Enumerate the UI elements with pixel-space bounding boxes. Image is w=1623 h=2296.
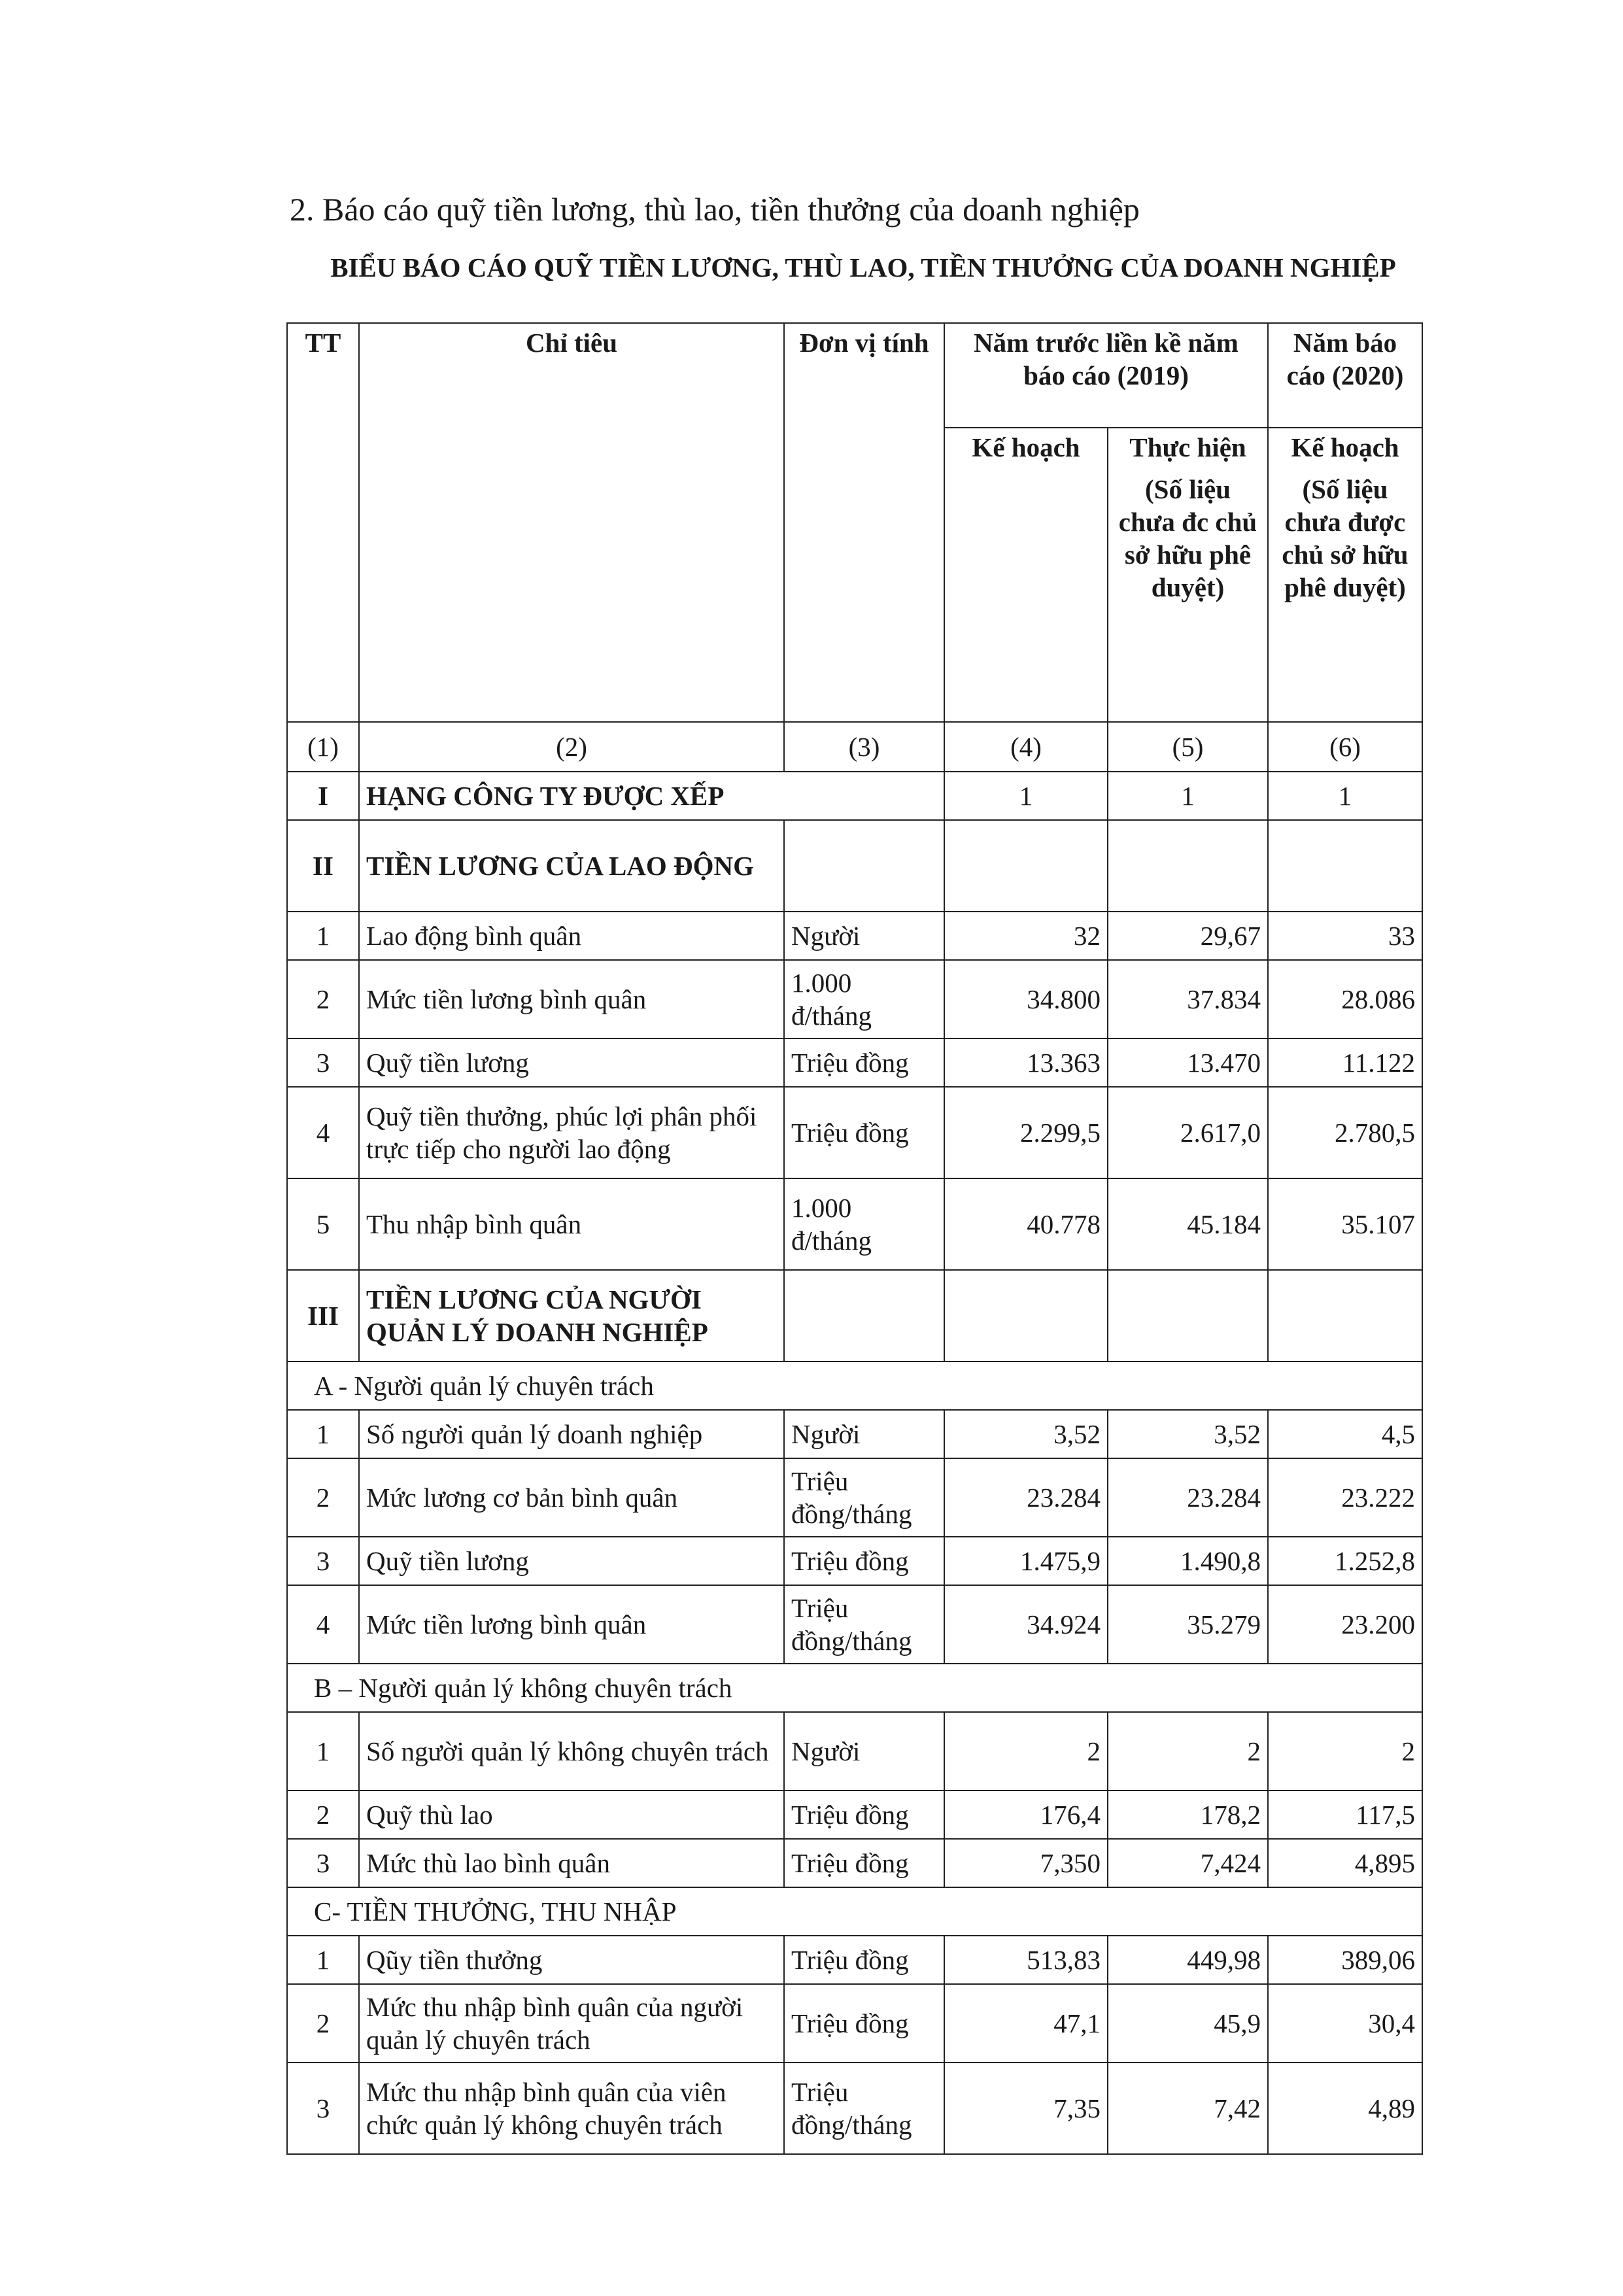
section-label: HẠNG CÔNG TY ĐƯỢC XẾP	[359, 772, 944, 820]
cell-label: Mức thù lao bình quân	[359, 1839, 784, 1887]
cell-plan2: 4,895	[1268, 1839, 1422, 1887]
table-row	[287, 1936, 1422, 1984]
group-label: B – Người quản lý không chuyên trách	[287, 1664, 1422, 1712]
cell-plan2: 2	[1268, 1712, 1422, 1791]
section-tt: II	[287, 820, 359, 912]
table-row	[287, 1087, 1422, 1178]
cell-plan: 2	[944, 1712, 1108, 1791]
cell-actual: 1.490,8	[1108, 1537, 1268, 1585]
report-title: BIỂU BÁO CÁO QUỸ TIỀN LƯƠNG, THÙ LAO, TIỀN THƯỞNG CỦA DOANH NGHIỆP	[330, 252, 1396, 283]
header-plan2-label: Kế hoạch	[1291, 432, 1399, 462]
section-row-iii	[287, 1270, 1422, 1362]
cell-plan: 13.363	[944, 1038, 1108, 1087]
cell-empty	[944, 820, 1108, 912]
cell-unit: 1.000 đ/tháng	[784, 960, 944, 1038]
column-number-row	[287, 722, 1422, 772]
cell-label: Mức thu nhập bình quân của viên chức quản lý không chuyên trách	[359, 2063, 784, 2154]
cell-actual: 7,42	[1108, 2063, 1268, 2154]
cell-empty	[1108, 820, 1268, 912]
cell-plan2: 30,4	[1268, 1984, 1422, 2063]
cell-plan: 34.800	[944, 960, 1108, 1038]
cell-unit: Triệu đồng	[784, 1839, 944, 1887]
cell-plan2: 1	[1268, 772, 1422, 820]
cell-unit: Người	[784, 1410, 944, 1458]
table-row	[287, 1410, 1422, 1458]
cell-empty	[784, 1270, 944, 1362]
cell-actual: 13.470	[1108, 1038, 1268, 1087]
table-row	[287, 1791, 1422, 1839]
cell-tt: 3	[287, 1537, 359, 1585]
table-row	[287, 1712, 1422, 1791]
header-prev-year: Năm trước liền kề năm báo cáo (2019)	[944, 323, 1268, 428]
table-row	[287, 1178, 1422, 1270]
cell-unit: 1.000 đ/tháng	[784, 1178, 944, 1270]
cell-unit: Triệu đồng	[784, 1984, 944, 2063]
cell-unit: Triệu đồng/tháng	[784, 2063, 944, 2154]
cell-unit: Triệu đồng/tháng	[784, 1458, 944, 1537]
table-header-row	[287, 323, 1422, 428]
cell-plan2: 35.107	[1268, 1178, 1422, 1270]
header-actual	[1108, 428, 1268, 722]
table-row	[287, 2063, 1422, 2154]
cell-plan: 176,4	[944, 1791, 1108, 1839]
section-row-i	[287, 772, 1422, 820]
cell-plan: 23.284	[944, 1458, 1108, 1537]
cell-tt: 3	[287, 1038, 359, 1087]
cell-tt: 4	[287, 1087, 359, 1178]
cell-actual: 7,424	[1108, 1839, 1268, 1887]
cell-unit: Triệu đồng/tháng	[784, 1585, 944, 1664]
cell-label: Số người quản lý doanh nghiệp	[359, 1410, 784, 1458]
cell-unit: Người	[784, 912, 944, 960]
group-row-a	[287, 1362, 1422, 1410]
col-number: (4)	[944, 722, 1108, 772]
section-label: TIỀN LƯƠNG CỦA NGƯỜI QUẢN LÝ DOANH NGHIỆP	[359, 1270, 784, 1362]
cell-plan2: 1.252,8	[1268, 1537, 1422, 1585]
cell-label: Quỹ tiền lương	[359, 1038, 784, 1087]
header-tt: TT	[287, 323, 359, 722]
cell-label: Mức tiền lương bình quân	[359, 960, 784, 1038]
cell-actual: 37.834	[1108, 960, 1268, 1038]
cell-label: Thu nhập bình quân	[359, 1178, 784, 1270]
cell-plan: 3,52	[944, 1410, 1108, 1458]
cell-plan: 1.475,9	[944, 1537, 1108, 1585]
cell-actual: 45.184	[1108, 1178, 1268, 1270]
cell-actual: 1	[1108, 772, 1268, 820]
cell-tt: 3	[287, 2063, 359, 2154]
cell-label: Lao động bình quân	[359, 912, 784, 960]
cell-plan2: 33	[1268, 912, 1422, 960]
cell-tt: 5	[287, 1178, 359, 1270]
cell-empty	[1268, 820, 1422, 912]
header-plan2	[1268, 428, 1422, 722]
section-label: TIỀN LƯƠNG CỦA LAO ĐỘNG	[359, 820, 784, 912]
table-row	[287, 1984, 1422, 2063]
cell-label: Quỹ tiền lương	[359, 1537, 784, 1585]
cell-actual: 178,2	[1108, 1791, 1268, 1839]
col-number: (2)	[359, 722, 784, 772]
cell-tt: 1	[287, 1410, 359, 1458]
cell-tt: 1	[287, 1936, 359, 1984]
table-row	[287, 1839, 1422, 1887]
cell-empty	[944, 1270, 1108, 1362]
cell-unit: Triệu đồng	[784, 1087, 944, 1178]
cell-actual: 2	[1108, 1712, 1268, 1791]
cell-actual: 449,98	[1108, 1936, 1268, 1984]
section-heading: 2. Báo cáo quỹ tiền lương, thù lao, tiền thưởng của doanh nghiệp	[290, 191, 1140, 228]
cell-empty	[1108, 1270, 1268, 1362]
cell-tt: 4	[287, 1585, 359, 1664]
cell-plan: 47,1	[944, 1984, 1108, 2063]
group-label: C- TIỀN THƯỞNG, THU NHẬP	[287, 1887, 1422, 1936]
table-row	[287, 960, 1422, 1038]
cell-plan2: 23.200	[1268, 1585, 1422, 1664]
table-row	[287, 912, 1422, 960]
cell-actual: 29,67	[1108, 912, 1268, 960]
cell-actual: 45,9	[1108, 1984, 1268, 2063]
header-plan2-note: (Số liệu chưa được chủ sở hữu phê duyệt)	[1282, 474, 1409, 602]
cell-empty	[784, 820, 944, 912]
cell-unit: Triệu đồng	[784, 1537, 944, 1585]
cell-plan: 40.778	[944, 1178, 1108, 1270]
col-number: (3)	[784, 722, 944, 772]
cell-label: Quỹ thù lao	[359, 1791, 784, 1839]
cell-label: Mức tiền lương bình quân	[359, 1585, 784, 1664]
col-number: (6)	[1268, 722, 1422, 772]
cell-actual: 2.617,0	[1108, 1087, 1268, 1178]
group-label: A - Người quản lý chuyên trách	[287, 1362, 1422, 1410]
salary-report-table	[286, 322, 1423, 2155]
section-tt: I	[287, 772, 359, 820]
cell-unit: Triệu đồng	[784, 1038, 944, 1087]
cell-tt: 2	[287, 1984, 359, 2063]
cell-tt: 1	[287, 1712, 359, 1791]
cell-plan2: 23.222	[1268, 1458, 1422, 1537]
cell-tt: 2	[287, 960, 359, 1038]
table-row	[287, 1585, 1422, 1664]
cell-plan: 32	[944, 912, 1108, 960]
col-number: (5)	[1108, 722, 1268, 772]
cell-label: Mức thu nhập bình quân của người quản lý chuyên trách	[359, 1984, 784, 2063]
cell-label: Số người quản lý không chuyên trách	[359, 1712, 784, 1791]
cell-plan2: 11.122	[1268, 1038, 1422, 1087]
section-row-ii	[287, 820, 1422, 912]
table-row	[287, 1537, 1422, 1585]
cell-plan: 7,35	[944, 2063, 1108, 2154]
header-report-year: Năm báo cáo (2020)	[1268, 323, 1422, 428]
cell-unit: Người	[784, 1712, 944, 1791]
cell-plan2: 4,5	[1268, 1410, 1422, 1458]
cell-empty	[1268, 1270, 1422, 1362]
group-row-b	[287, 1664, 1422, 1712]
cell-plan: 34.924	[944, 1585, 1108, 1664]
cell-plan: 513,83	[944, 1936, 1108, 1984]
cell-plan2: 389,06	[1268, 1936, 1422, 1984]
cell-label: Qũy tiền thưởng	[359, 1936, 784, 1984]
table-row	[287, 1458, 1422, 1537]
cell-actual: 23.284	[1108, 1458, 1268, 1537]
table-row	[287, 1038, 1422, 1087]
cell-plan: 7,350	[944, 1839, 1108, 1887]
section-tt: III	[287, 1270, 359, 1362]
cell-plan2: 28.086	[1268, 960, 1422, 1038]
header-actual-note: (Số liệu chưa đc chủ sở hữu phê duyệt)	[1118, 474, 1257, 602]
cell-actual: 35.279	[1108, 1585, 1268, 1664]
header-chi-tieu: Chỉ tiêu	[359, 323, 784, 722]
cell-plan: 2.299,5	[944, 1087, 1108, 1178]
group-row-c	[287, 1887, 1422, 1936]
header-plan: Kế hoạch	[944, 428, 1108, 722]
cell-plan: 1	[944, 772, 1108, 820]
cell-tt: 1	[287, 912, 359, 960]
cell-unit: Triệu đồng	[784, 1936, 944, 1984]
header-don-vi: Đơn vị tính	[784, 323, 944, 722]
cell-tt: 2	[287, 1791, 359, 1839]
cell-plan2: 4,89	[1268, 2063, 1422, 2154]
cell-actual: 3,52	[1108, 1410, 1268, 1458]
cell-tt: 2	[287, 1458, 359, 1537]
cell-tt: 3	[287, 1839, 359, 1887]
cell-plan2: 2.780,5	[1268, 1087, 1422, 1178]
cell-unit: Triệu đồng	[784, 1791, 944, 1839]
cell-label: Mức lương cơ bản bình quân	[359, 1458, 784, 1537]
header-actual-label: Thực hiện	[1129, 432, 1246, 462]
col-number: (1)	[287, 722, 359, 772]
cell-label: Quỹ tiền thưởng, phúc lợi phân phối trực tiếp cho người lao động	[359, 1087, 784, 1178]
cell-plan2: 117,5	[1268, 1791, 1422, 1839]
